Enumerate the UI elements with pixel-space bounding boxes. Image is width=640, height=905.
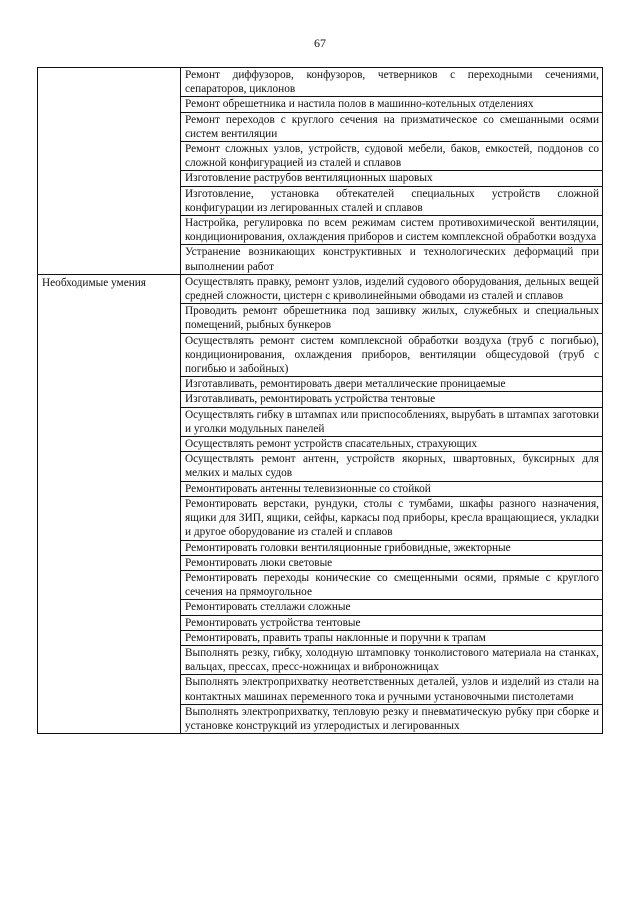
cell-text: Ремонт переходов с круглого сечения на призматическое со смешанными осями систем вентиляции [185, 113, 599, 140]
table-cell [181, 615, 603, 630]
cell-text: Ремонт сложных узлов, устройств, судовой мебели, баков, емкостей, поддонов со сложной конфигурацией из сталей и сплавов [185, 143, 599, 170]
table-cell [181, 171, 603, 186]
table-cell [181, 333, 603, 377]
table-cell [181, 555, 603, 570]
table-row [38, 274, 603, 303]
table-cell [181, 540, 603, 555]
table-cell [181, 392, 603, 407]
section-label-cell [38, 68, 181, 275]
cell-text: Выполнять электроприхватку неответственных деталей, узлов и изделий из стали на контактных машинах переменного тока и ручными установочными пистолетами [185, 676, 599, 703]
table-cell [181, 452, 603, 481]
cell-text: Изготовление, установка обтекателей специальных устройств сложной конфигурации из легированных сталей и сплавов [185, 187, 599, 214]
table-cell [181, 437, 603, 452]
table-cell [181, 97, 603, 112]
cell-text: Осуществлять ремонт антенн, устройств якорных, швартовных, буксирных для мелких и малых судов [185, 453, 599, 480]
table-cell [181, 600, 603, 615]
cell-text: Ремонтировать устройства тентовые [185, 616, 361, 629]
table-cell [181, 216, 603, 245]
cell-text: Ремонтировать антенны телевизионные со стойкой [185, 482, 431, 495]
section-label-skills: Необходимые умения [42, 276, 146, 289]
table-cell [181, 304, 603, 333]
table-cell [181, 112, 603, 141]
table-cell [181, 274, 603, 303]
table-cell [181, 245, 603, 274]
cell-text: Осуществлять ремонт устройств спасательных, страхующих [185, 438, 478, 451]
cell-text: Ремонт обрешетника и настила полов в машинно-котельных отделениях [185, 98, 534, 111]
table-cell [181, 377, 603, 392]
cell-text: Осуществлять гибку в штампах или приспособлениях, вырубать в штампах заготовки и уголки модульных панелей [185, 408, 599, 435]
cell-text: Ремонтировать головки вентиляционные грибовидные, эжекторные [185, 541, 511, 554]
cell-text: Осуществлять ремонт систем комплексной обработки воздуха (труб с погибью), кондиционирования, охлаждения приборов, вентиляции общесудовой (труб с погибью и забойных) [185, 334, 599, 376]
cell-text: Ремонтировать стеллажи сложные [185, 601, 351, 614]
table-cell [181, 630, 603, 645]
cell-text: Ремонтировать люки световые [185, 556, 333, 569]
table-cell [181, 570, 603, 599]
cell-text: Изготавливать, ремонтировать устройства тентовые [185, 393, 436, 406]
table-cell [181, 481, 603, 496]
table-row [38, 68, 603, 97]
table-cell [181, 68, 603, 97]
competency-table [37, 67, 603, 734]
cell-text: Осуществлять правку, ремонт узлов, изделий судового оборудования, дельных вещей средней сложности, цистерн с криволинейными обводами из сталей и сплавов [185, 275, 599, 303]
section-label-cell [38, 274, 181, 733]
page-number: 67 [314, 36, 326, 50]
cell-text: Ремонт диффузоров, конфузоров, четверников с переходными сечениями, сепараторов, циклонов [185, 69, 599, 96]
cell-text: Ремонтировать верстаки, рундуки, столы с тумбами, шкафы разного назначения, ящики для ЗИП, ящики, сейфы, каркасы под приборы, кресла вращающиеся, укладки и другое оборудование из сталей и сплавов [185, 497, 599, 539]
section-label [42, 68, 177, 69]
cell-text: Ремонтировать, править трапы наклонные и поручни к трапам [185, 631, 486, 644]
cell-text: Изготавливать, ремонтировать двери металлические проницаемые [185, 378, 506, 391]
table-cell [181, 704, 603, 733]
cell-text: Выполнять резку, гибку, холодную штамповку тонколистового материала на станках, вальцах, прессах, пресс-ножницах и виброножницах [185, 646, 599, 674]
cell-text: Проводить ремонт обрешетника под зашивку жилых, служебных и специальных помещений, рыбных бункеров [185, 305, 599, 332]
table-cell [181, 142, 603, 171]
table-cell [181, 186, 603, 215]
cell-text: Изготовление раструбов вентиляционных шаровых [185, 172, 433, 185]
table-cell [181, 645, 603, 674]
table-cell [181, 675, 603, 704]
table-cell [181, 407, 603, 436]
table-cell [181, 496, 603, 540]
cell-text: Настройка, регулировка по всем режимам систем противохимической вентиляции, кондиционирования, охлаждения приборов и систем комплексной обработки воздуха [185, 217, 599, 244]
cell-text: Устранение возникающих конструктивных и технологических деформаций при выполнении работ [185, 246, 599, 273]
cell-text: Ремонтировать переходы конические со смещенными осями, прямые с круглого сечения на прямоугольное [185, 571, 599, 599]
cell-text: Выполнять электроприхватку, тепловую резку и пневматическую рубку при сборке и установке конструкций из углеродистых и легированных [185, 705, 599, 732]
